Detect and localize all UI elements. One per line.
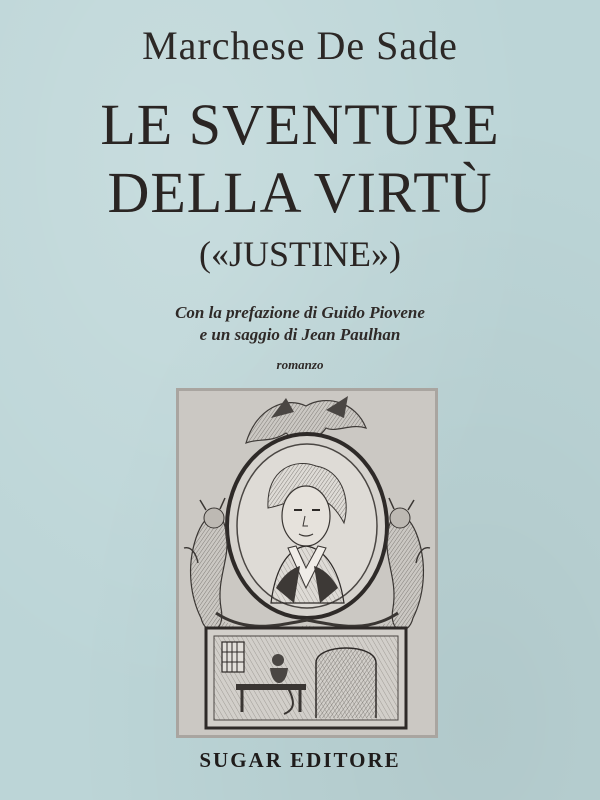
engraving-icon xyxy=(176,388,438,738)
credits-line-2: e un saggio di Jean Paulhan xyxy=(199,325,401,344)
credits xyxy=(0,302,600,346)
engraving-illustration xyxy=(176,388,438,738)
author-name: Marchese De Sade xyxy=(142,23,458,68)
credits-line-1: Con la prefazione di Guido Piovene xyxy=(175,303,425,322)
title-line-2: DELLA VIRTÙ xyxy=(107,160,493,225)
subtitle: («JUSTINE») xyxy=(199,234,401,274)
publisher-name: SUGAR EDITORE xyxy=(199,748,401,772)
genre-label: romanzo xyxy=(276,357,324,372)
title-line-1: LE SVENTURE xyxy=(100,92,500,157)
